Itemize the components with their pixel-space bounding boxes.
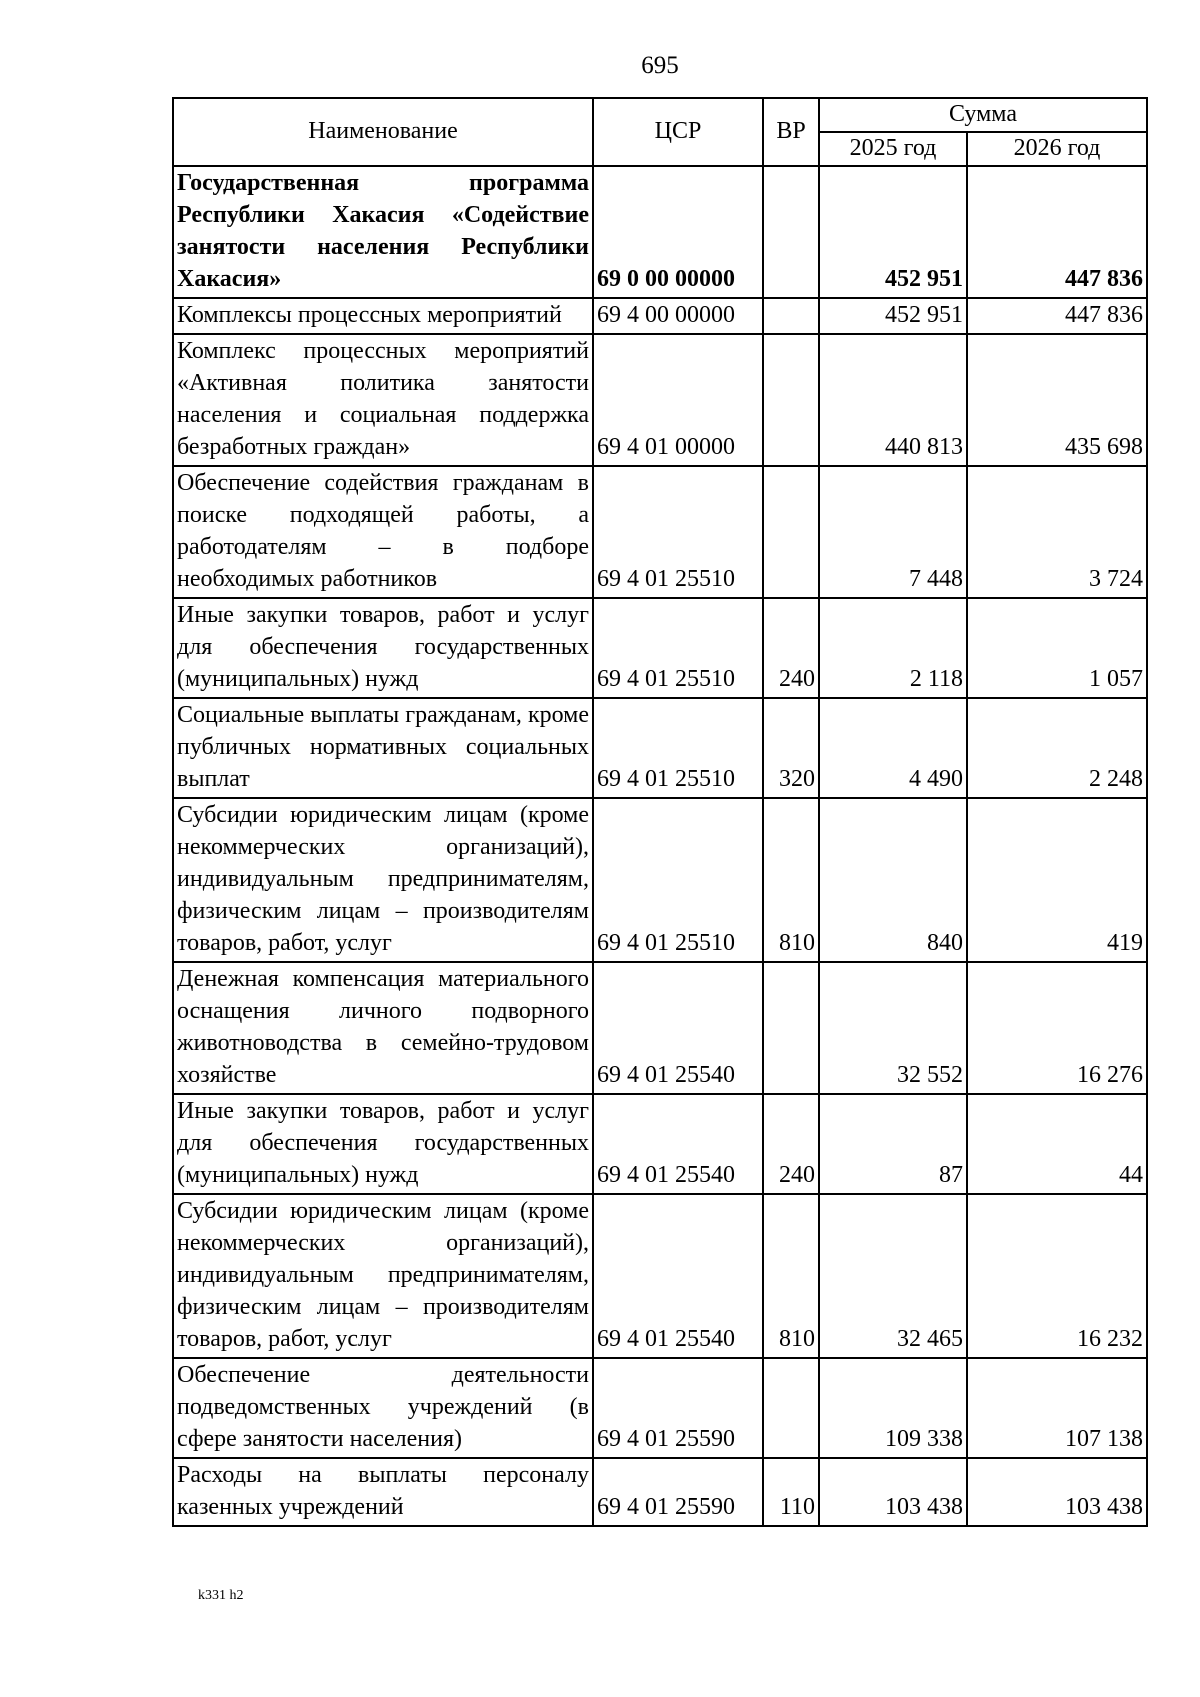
budget-table — [172, 97, 1148, 1527]
table-row — [173, 698, 1147, 798]
row-name: Денежная компенсация материального оснащения личного подворного животноводства в семейно-трудовом хозяйстве — [173, 962, 593, 1094]
row-csr: 69 0 00 00000 — [593, 166, 763, 298]
row-vr: 320 — [763, 698, 819, 798]
table-row — [173, 166, 1147, 298]
header-csr: ЦСР — [593, 98, 763, 166]
row-csr: 69 4 01 25510 — [593, 466, 763, 598]
row-vr: 110 — [763, 1458, 819, 1526]
row-sum-2025: 440 813 — [819, 334, 967, 466]
row-sum-2025: 452 951 — [819, 298, 967, 334]
row-sum-2026: 1 057 — [967, 598, 1147, 698]
row-sum-2026: 447 836 — [967, 298, 1147, 334]
row-name: Иные закупки товаров, работ и услуг для обеспечения государственных (муниципальных) нужд — [173, 1094, 593, 1194]
row-sum-2025: 32 465 — [819, 1194, 967, 1358]
row-vr: 240 — [763, 1094, 819, 1194]
header-year-2026: 2026 год — [967, 132, 1147, 166]
footer-code: k331 h2 — [198, 1588, 244, 1603]
row-csr: 69 4 01 25540 — [593, 962, 763, 1094]
row-name: Обеспечение содействия гражданам в поиске подходящей работы, а работодателям – в подборе необходимых работников — [173, 466, 593, 598]
row-csr: 69 4 01 25590 — [593, 1458, 763, 1526]
row-sum-2026: 16 276 — [967, 962, 1147, 1094]
row-csr: 69 4 00 00000 — [593, 298, 763, 334]
row-name: Комплекс процессных мероприятий «Активная политика занятости населения и социальная поддержка безработных граждан» — [173, 334, 593, 466]
page-number: 695 — [641, 52, 679, 79]
row-vr — [763, 1358, 819, 1458]
row-vr: 810 — [763, 1194, 819, 1358]
table-row — [173, 298, 1147, 334]
row-sum-2026: 44 — [967, 1094, 1147, 1194]
header-vr: ВР — [763, 98, 819, 166]
table-row — [173, 798, 1147, 962]
row-csr: 69 4 01 25540 — [593, 1094, 763, 1194]
row-name: Расходы на выплаты персоналу казенных учреждений — [173, 1458, 593, 1526]
row-csr: 69 4 01 00000 — [593, 334, 763, 466]
row-name: Обеспечение деятельности подведомственных учреждений (в сфере занятости населения) — [173, 1358, 593, 1458]
table-row — [173, 598, 1147, 698]
table-row — [173, 962, 1147, 1094]
row-name: Субсидии юридическим лицам (кроме некоммерческих организаций), индивидуальным предпринимателям, физическим лицам – производителям товаров, работ, услуг — [173, 1194, 593, 1358]
row-sum-2025: 32 552 — [819, 962, 967, 1094]
row-vr — [763, 962, 819, 1094]
table-row — [173, 1358, 1147, 1458]
row-sum-2025: 840 — [819, 798, 967, 962]
row-sum-2025: 103 438 — [819, 1458, 967, 1526]
row-name: Социальные выплаты гражданам, кроме публичных нормативных социальных выплат — [173, 698, 593, 798]
row-name: Субсидии юридическим лицам (кроме некоммерческих организаций), индивидуальным предпринимателям, физическим лицам – производителям товаров, работ, услуг — [173, 798, 593, 962]
row-sum-2026: 16 232 — [967, 1194, 1147, 1358]
row-sum-2025: 2 118 — [819, 598, 967, 698]
row-name: Государственная программа Республики Хакасия «Содействие занятости населения Республики Хакасия» — [173, 166, 593, 298]
row-vr: 240 — [763, 598, 819, 698]
row-vr — [763, 298, 819, 334]
row-name: Комплексы процессных мероприятий — [173, 298, 593, 334]
row-sum-2025: 7 448 — [819, 466, 967, 598]
row-sum-2026: 419 — [967, 798, 1147, 962]
table-row — [173, 1094, 1147, 1194]
row-sum-2025: 4 490 — [819, 698, 967, 798]
row-vr — [763, 166, 819, 298]
header-row-top — [173, 98, 1147, 132]
row-sum-2026: 107 138 — [967, 1358, 1147, 1458]
row-csr: 69 4 01 25510 — [593, 798, 763, 962]
row-csr: 69 4 01 25510 — [593, 698, 763, 798]
table-row — [173, 1194, 1147, 1358]
row-vr — [763, 334, 819, 466]
row-sum-2026: 2 248 — [967, 698, 1147, 798]
header-sum: Сумма — [819, 98, 1147, 132]
row-csr: 69 4 01 25590 — [593, 1358, 763, 1458]
row-csr: 69 4 01 25540 — [593, 1194, 763, 1358]
table-body — [173, 166, 1147, 1526]
row-sum-2026: 447 836 — [967, 166, 1147, 298]
row-name: Иные закупки товаров, работ и услуг для обеспечения государственных (муниципальных) нужд — [173, 598, 593, 698]
row-vr — [763, 466, 819, 598]
row-vr: 810 — [763, 798, 819, 962]
header-year-2025: 2025 год — [819, 132, 967, 166]
row-csr: 69 4 01 25510 — [593, 598, 763, 698]
row-sum-2025: 109 338 — [819, 1358, 967, 1458]
row-sum-2025: 452 951 — [819, 166, 967, 298]
header-name: Наименование — [173, 98, 593, 166]
table-row — [173, 1458, 1147, 1526]
table-row — [173, 466, 1147, 598]
row-sum-2025: 87 — [819, 1094, 967, 1194]
table-row — [173, 334, 1147, 466]
row-sum-2026: 435 698 — [967, 334, 1147, 466]
row-sum-2026: 103 438 — [967, 1458, 1147, 1526]
row-sum-2026: 3 724 — [967, 466, 1147, 598]
